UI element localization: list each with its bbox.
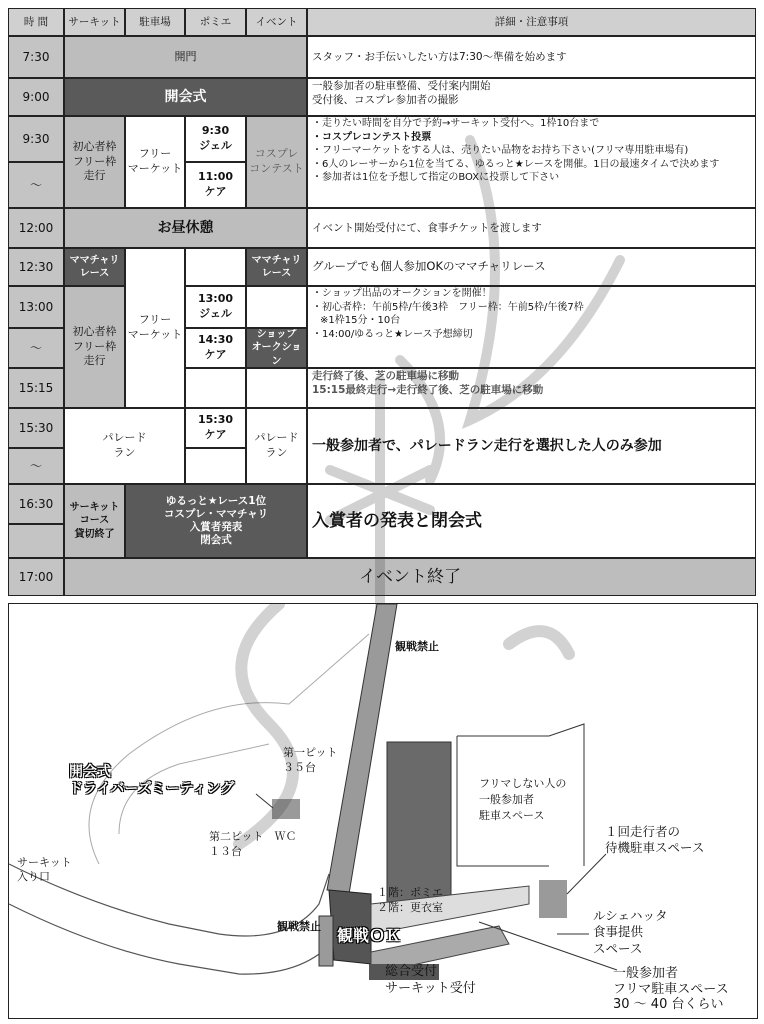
label-circuit-entrance: サーキット 入り口 xyxy=(17,856,72,884)
detail-line: ・初心者枠：午前5枠/午後3枠 フリー枠：午前5枠/午後7枠 xyxy=(312,301,584,313)
detail-930 xyxy=(307,116,756,208)
time-1515: 15:15 xyxy=(8,368,64,408)
time-730: 7:30 xyxy=(8,36,64,78)
detail-line: 15:15最終走行→走行終了後、芝の駐車場に移動 xyxy=(312,384,544,397)
activity-event-end: イベント終了 xyxy=(64,558,756,596)
pomie-care-1100: 11:00 ケア xyxy=(185,162,246,208)
label-flea-parking: 一般参加者 フリマ駐車スペース 30 ～ 40 台くらい xyxy=(613,966,729,1013)
header-pomie: ポミエ xyxy=(185,8,246,36)
watermark-stroke xyxy=(239,604,293,844)
label-general-parking: フリマしない人の 一般参加者 駐車スペース xyxy=(479,777,567,822)
time-1630: 16:30 xyxy=(8,484,64,524)
label-first-run-waiting: １回走行者の 待機駐車スペース xyxy=(605,824,705,856)
venue-map xyxy=(8,603,758,1019)
detail-line: 一般参加者の駐車整備、受付案内開始 xyxy=(312,80,491,92)
detail-1230: グループでも個人参加OKのママチャリレース xyxy=(307,248,756,286)
pomie-empty xyxy=(185,448,246,484)
detail-line: ・14:00/ゆるっと★レース予想締切 xyxy=(312,328,473,340)
time-900: 9:00 xyxy=(8,78,64,116)
activity-awards-closing: ゆるっと★レース1位 コスプレ・ママチャリ 入賞者発表 閉会式 xyxy=(125,484,307,558)
detail-1200: イベント開始受付にて、食事チケットを渡します xyxy=(307,208,756,248)
detail-1630: 入賞者の発表と閉会式 xyxy=(307,484,756,558)
track-line xyxy=(9,904,339,974)
event-parade-run: パレード ラン xyxy=(246,408,307,484)
time-1230: 12:30 xyxy=(8,248,64,286)
watermark-stroke xyxy=(509,631,569,654)
time-1300: 13:00 xyxy=(8,286,64,328)
activity-open-gate: 開門 xyxy=(64,36,307,78)
time-tilde: ～ xyxy=(8,162,64,208)
time-930: 9:30 xyxy=(8,116,64,162)
header-parking: 駐車場 xyxy=(125,8,185,36)
leader-line xyxy=(567,854,606,894)
detail-line: 受付後、コスプレ参加者の撮影 xyxy=(312,94,459,107)
pomie-empty xyxy=(185,368,246,408)
time-tilde: ～ xyxy=(8,448,64,484)
parking-flea-market: フリー マーケット xyxy=(125,116,185,208)
parking-flea-market-pm: フリー マーケット xyxy=(125,248,185,408)
detail-1300 xyxy=(307,286,756,368)
label-pomie-floors: １階：ポミエ ２階：更衣室 xyxy=(377,886,443,914)
activity-opening-ceremony: 開会式 xyxy=(64,78,307,116)
label-opening-meeting: 開会式 ドライバーズミーティング xyxy=(69,764,235,797)
header-details: 詳細・注意事項 xyxy=(307,8,756,36)
header-circuit: サーキット xyxy=(64,8,125,36)
detail-900 xyxy=(307,78,756,116)
pit-area xyxy=(387,742,451,906)
pomie-gel-1300: 13:00 ジェル xyxy=(185,286,246,328)
label-no-watch-top: 観戦禁止 xyxy=(395,640,439,653)
header-event: イベント xyxy=(246,8,307,36)
waiting-parking xyxy=(539,880,567,918)
label-pit2: 第二ピット ＷＣ １３台 xyxy=(209,830,297,858)
time-1700: 17:00 xyxy=(8,558,64,596)
no-watch-area xyxy=(319,916,333,966)
pomie-care-1430: 14:30 ケア xyxy=(185,328,246,368)
label-no-watch: 観戦禁止 xyxy=(277,920,321,933)
leader-line xyxy=(256,794,273,808)
detail-line: ・コスプレコンテスト投票 xyxy=(312,131,432,143)
circuit-beginner-free-run: 初心者枠 フリー枠 走行 xyxy=(64,116,125,208)
detail-line: ・参加者は1位を予想して指定のBOXに投票して下さい xyxy=(312,172,560,183)
detail-line: 走行終了後、芝の駐車場に移動 xyxy=(312,370,459,382)
event-cosplay-contest: コスプレ コンテスト xyxy=(246,116,307,208)
label-food-space: ルシェハッタ 食事提供 スペース xyxy=(593,908,668,956)
time-tilde: ～ xyxy=(8,328,64,368)
event-empty xyxy=(246,286,307,328)
detail-730: スタッフ・お手伝いしたい方は7:30～準備を始めます xyxy=(307,36,756,78)
pomie-gel-930: 9:30 ジェル xyxy=(185,116,246,162)
detail-line: ・走りたい時間を自分で予約→サーキット受付へ。1枠10台まで xyxy=(312,118,600,129)
label-reception: 総合受付 サーキット受付 xyxy=(385,964,476,996)
event-empty xyxy=(246,368,307,408)
pomie-empty xyxy=(185,248,246,286)
detail-line: ※1枠15分・10台 xyxy=(320,315,401,326)
detail-1530: 一般参加者で、パレードラン走行を選択した人のみ参加 xyxy=(307,408,756,484)
detail-line: ・ショップ出品のオークションを開催！ xyxy=(312,288,492,299)
time-blank xyxy=(8,524,64,558)
circuit-course-close: サーキット コース 貸切終了 xyxy=(64,484,125,558)
detail-1515 xyxy=(307,368,756,408)
pomie-care-1530: 15:30 ケア xyxy=(185,408,246,448)
time-1200: 12:00 xyxy=(8,208,64,248)
circuit-parade-run: パレード ラン xyxy=(64,408,185,484)
map-drawing xyxy=(9,604,758,1019)
header-time: 時 間 xyxy=(8,8,64,36)
detail-line: ・6人のレーサーから1位を当てる、ゆるっと★レースを開催。1日の最速タイムで決めます xyxy=(312,158,720,170)
circuit-mamachari-race: ママチャリ レース xyxy=(64,248,125,286)
label-pit1: 第一ピット ３５台 xyxy=(283,746,338,774)
time-1530: 15:30 xyxy=(8,408,64,448)
event-shop-auction: ショップ オークション xyxy=(246,328,307,368)
label-watch-ok: 観戦ＯＫ xyxy=(337,926,402,945)
activity-lunch-break: お昼休憩 xyxy=(64,208,307,248)
detail-line: ・フリーマーケットをする人は、売りたい品物をお持ち下さい(フリマ専用駐車場有) xyxy=(312,145,689,156)
event-mamachari-race: ママチャリ レース xyxy=(246,248,307,286)
circuit-beginner-free-run-pm: 初心者枠 フリー枠 走行 xyxy=(64,286,125,408)
